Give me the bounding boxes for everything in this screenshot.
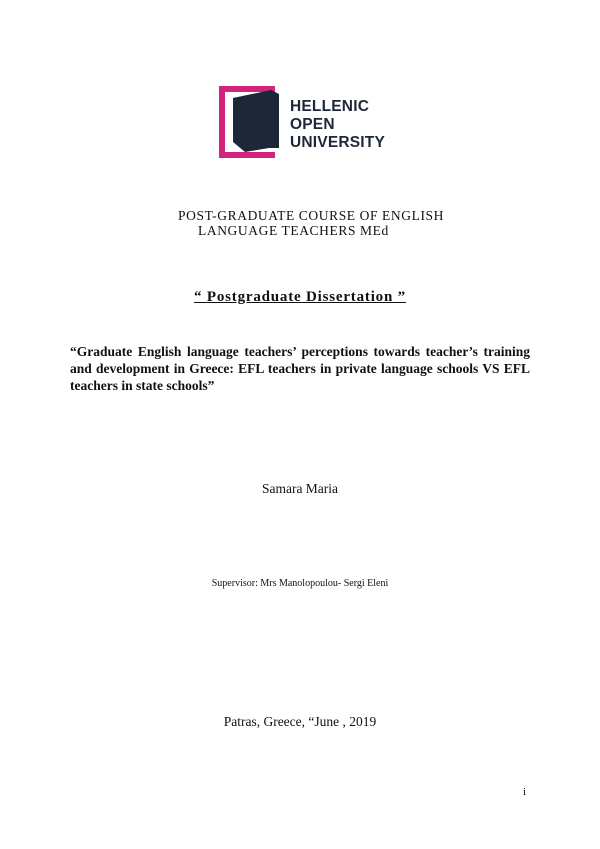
dissertation-title: “Graduate English language teachers’ perceptions towards teacher’s training and development in Greece: EFL teachers in private language schools VS EFL teachers in state schools”: [70, 344, 530, 393]
logo-line-1: HELLENIC: [290, 98, 370, 115]
university-logo-mark-icon: [219, 86, 285, 158]
university-logo: [219, 86, 384, 158]
course-line-1: POST-GRADUATE COURSE OF ENGLISH: [178, 208, 445, 223]
author-name: Samara Maria: [261, 481, 339, 496]
page-number: i: [523, 786, 527, 798]
logo-line-3: UNIVERSITY: [290, 134, 386, 151]
course-name: [178, 208, 444, 238]
supervisor-line: Supervisor: Mrs Manolopoulou- Sergi Eleni: [211, 578, 389, 589]
course-line-2: LANGUAGE TEACHERS MEd: [198, 223, 389, 238]
place-date: Patras, Greece, “June , 2019: [223, 714, 377, 729]
university-logo-text: [290, 98, 385, 152]
logo-line-2: OPEN: [290, 116, 335, 133]
dissertation-label: “ Postgraduate Dissertation ”: [194, 289, 406, 305]
